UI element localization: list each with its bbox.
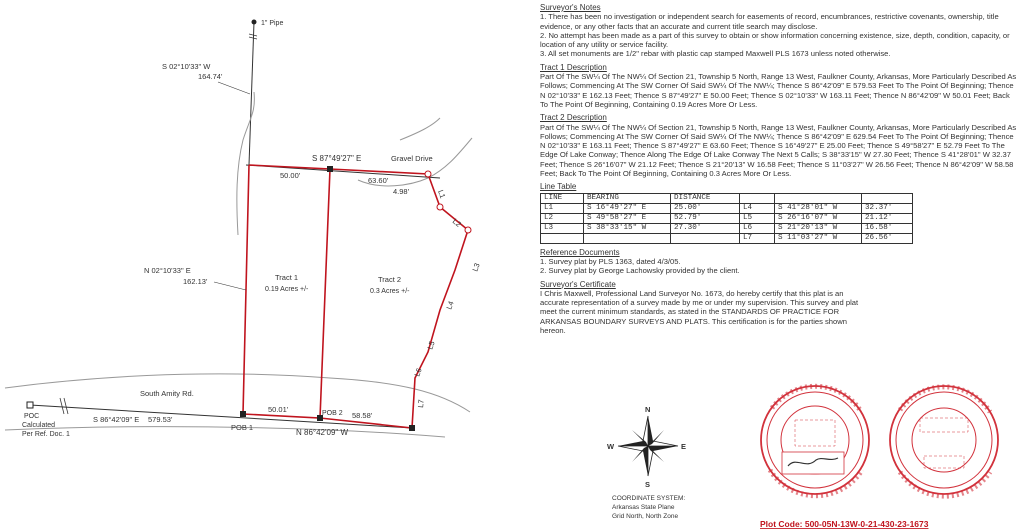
pipe-label: 1" Pipe	[261, 20, 284, 27]
cell-bearing: S 21°20'13" W	[775, 223, 862, 233]
leader-line	[218, 82, 250, 94]
compass-n: N	[645, 405, 651, 414]
road-edge	[5, 374, 470, 412]
compass-rose-icon	[618, 416, 678, 476]
line-label-l6: L6	[412, 366, 424, 378]
plot-code: Plot Code: 500-05N-13W-0-21-430-23-1673	[760, 519, 929, 529]
pipe-monument-icon	[252, 20, 257, 25]
west-bearing: N 02°10'33" E	[144, 266, 191, 275]
surveyor-seal-icon	[761, 386, 869, 496]
authorization-seal-icon	[890, 386, 998, 496]
top-bearing: S 87°49'27" E	[312, 154, 362, 163]
surveyors-note-3: 3. All set monuments are 1/2" rebar with plastic cap stamped Maxwell PLS 1673 unless noted otherwise.	[540, 49, 891, 59]
tract1-description: Part Of The SW¼ Of The NW¼ Of Section 21, Township 5 North, Range 13 West, Faulkner County, Arkansas, More Particularly Described As Follows; Commencing At The SW Corner Of Said SW¼ Of The NW¼; Thence S 86°42'09" E 579.53 Feet To The Point Of Beginning; Thence N 02°10'33" E 162.13 Feet; Thence S 87°49'27" E 50.00 Feet; Thence S 02°10'33" W 163.11 Feet; Thence N 86°42'09" W 50.01 Feet; Back To The Point Of Beginning, Containing 0.19 Acres More Or Less.	[540, 72, 1017, 109]
line-label-l2: L2	[450, 216, 463, 229]
line-table	[540, 193, 913, 244]
line-label-l5: L5	[425, 339, 437, 351]
header-distance-empty	[862, 193, 913, 203]
header-bearing: BEARING	[584, 193, 671, 203]
gravel-drive-edge	[428, 138, 472, 178]
line-label-l4: L4	[444, 299, 456, 311]
line-table-title: Line Table	[540, 182, 577, 192]
compass-s: S	[645, 480, 651, 489]
header-line-empty	[740, 193, 775, 203]
cell-distance: 21.12'	[862, 213, 913, 223]
tract2-label: Tract 2	[378, 275, 402, 284]
cell-line: L7	[740, 233, 775, 243]
surveyors-certificate: I Chris Maxwell, Professional Land Surveyor No. 1673, do hereby certify that this plat is an accurate representation of a survey made by me or under my supervision. This survey and plat meet the current minimum standards, as stated in the STANDARDS OF PRACTICE FOR ARKANSAS BOUNDARY SURVEYS AND PLATS. This certification is for the parties shown hereon.	[540, 288, 859, 336]
cell-distance: 52.79'	[671, 213, 740, 223]
leader-line	[214, 282, 246, 290]
reference-doc-2: 2. Survey plat by George Lachowsky provided by the client.	[540, 266, 740, 276]
table-row	[541, 213, 913, 223]
cell-bearing	[584, 233, 671, 243]
road-name: South Amity Rd.	[140, 389, 194, 398]
cell-line: L6	[740, 223, 775, 233]
monument-circle	[425, 171, 431, 177]
dist-50-01: 50.01'	[268, 405, 289, 414]
surveyors-notes-title: Surveyor's Notes	[540, 3, 601, 12]
cell-line: L5	[740, 213, 775, 223]
tract-boundaries	[243, 165, 468, 428]
cell-bearing: S 11°03'27" W	[775, 233, 862, 243]
dist-4-98: 4.98'	[393, 187, 410, 196]
monument-circle	[465, 227, 471, 233]
tract1-acres: 0.19 Acres +/-	[265, 286, 309, 293]
poc-bearing: S 86°42'09" E	[93, 415, 140, 424]
table-row	[541, 233, 913, 243]
pipe-bearing: S 02°10'33" W	[162, 62, 211, 71]
line-label-l1: L1	[436, 188, 448, 200]
poc-label: POC	[24, 413, 40, 420]
table-row	[541, 203, 913, 213]
road-edge	[5, 427, 445, 437]
break-mark	[249, 34, 257, 36]
tract1-description-title: Tract 1 Description	[540, 62, 607, 72]
poc-distance: 579.53'	[148, 415, 173, 424]
tract2-boundary	[320, 169, 468, 428]
bottom-bearing: N 86°42'09" W	[296, 428, 349, 437]
gravel-drive-edge	[400, 118, 440, 140]
cell-distance: 32.37'	[862, 203, 913, 213]
coord-system-title: COORDINATE SYSTEM:	[612, 495, 686, 502]
pob2-label: POB 2	[322, 410, 343, 417]
cell-distance: 25.00'	[671, 203, 740, 213]
cell-bearing: S 16°49'27" E	[584, 203, 671, 213]
cell-bearing: S 38°33'15" W	[584, 223, 671, 233]
pob1-label: POB 1	[231, 423, 254, 432]
line-table-header	[541, 193, 913, 203]
pipe-reference-line	[249, 22, 254, 165]
tract2-description-title: Tract 2 Description	[540, 113, 607, 123]
header-line: LINE	[541, 193, 584, 203]
monument-circle	[437, 204, 443, 210]
reference-documents-title: Reference Documents	[540, 247, 620, 257]
monument-square	[240, 411, 246, 417]
cell-distance: 27.30'	[671, 223, 740, 233]
compass-w: W	[607, 442, 615, 451]
line-label-l3: L3	[470, 261, 482, 273]
break-mark	[60, 398, 64, 414]
cell-distance	[671, 233, 740, 243]
monument-square	[409, 425, 415, 431]
notes-panel	[540, 3, 1018, 335]
surveyors-note-2: 2. No attempt has been made as a part of this survey to obtain or show information concerning existence, size, depth, condition, capacity, or location of any utility or service facility.	[540, 30, 1010, 50]
tract2-acres: 0.3 Acres +/-	[370, 288, 410, 295]
cell-bearing: S 26°16'07" W	[775, 213, 862, 223]
surveyors-note-1: 1. There has been no investigation or independent search for easements of record, encumbrances, restrictive covenants, ownership, title evidence, or any other facts that an accurate and current title search may disclose.	[540, 12, 999, 31]
table-row	[541, 223, 913, 233]
header-bearing-empty	[775, 193, 862, 203]
gravel-drive-edge	[237, 92, 255, 235]
cell-line	[541, 233, 584, 243]
surveyors-certificate-title: Surveyor's Certificate	[540, 279, 616, 289]
cell-bearing: S 49°58'27" E	[584, 213, 671, 223]
pipe-distance: 164.74'	[198, 72, 223, 81]
tract1-label: Tract 1	[275, 273, 299, 282]
monument-square	[327, 166, 333, 172]
dist-63-60: 63.60'	[368, 176, 389, 185]
dist-50-00: 50.00'	[280, 171, 301, 180]
cell-distance: 26.56'	[862, 233, 913, 243]
break-mark	[64, 398, 68, 414]
poc-line3: Per Ref. Doc. 1	[22, 431, 70, 438]
dist-58-58: 58.58'	[352, 411, 373, 420]
reference-doc-1: 1. Survey plat by PLS 1363, dated 4/3/05.	[540, 256, 681, 266]
header-distance: DISTANCE	[671, 193, 740, 203]
cell-bearing: S 41°28'01" W	[775, 203, 862, 213]
compass-e: E	[681, 442, 687, 451]
coord-system-line3: Grid North, North Zone	[612, 513, 679, 520]
cell-line: L2	[541, 213, 584, 223]
line-label-l7: L7	[416, 399, 426, 409]
tract2-description: Part Of The SW¼ Of The NW¼ Of Section 21, Township 5 North, Range 13 West, Faulkner County, Arkansas, More Particularly Described As Follows; Commencing At The SW Corner Of Said SW¼ Of The NW¼; Thence S 86°42'09" E 629.54 Feet To The Point Of Beginning; Thence N 02°10'33" E 163.11 Feet; Thence S 87°49'27" E 63.60 Feet; Thence S 16°49'27" E 25.00 Feet; Thence S 49°58'27" E 52.79 Feet To The Edge Of Lake Conway; Thence Along The Edge Of Lake Conway The Next 5 Calls; S 38°33'15" W 27.30 Feet; Thence S 41°28'01" W 32.37 Feet; Thence S 26°16'07" W 21.12 Feet; Thence S 21°20'13" W 16.58 Feet; Thence S 11°03'27" W 26.56 Feet; Thence N 86°42'09" W 58.58 Feet; Back To The Point Of Beginning, Containing 0.3 Acres More Or Less.	[540, 122, 1017, 179]
gravel-drive-label: Gravel Drive	[391, 154, 433, 163]
cell-line: L4	[740, 203, 775, 213]
cell-line: L3	[541, 223, 584, 233]
cell-distance: 16.58'	[862, 223, 913, 233]
poc-line2: Calculated	[22, 422, 56, 429]
west-distance: 162.13'	[183, 277, 208, 286]
poc-monument	[27, 402, 33, 408]
cell-line: L1	[541, 203, 584, 213]
coord-system-line2: Arkansas State Plane	[612, 504, 675, 511]
